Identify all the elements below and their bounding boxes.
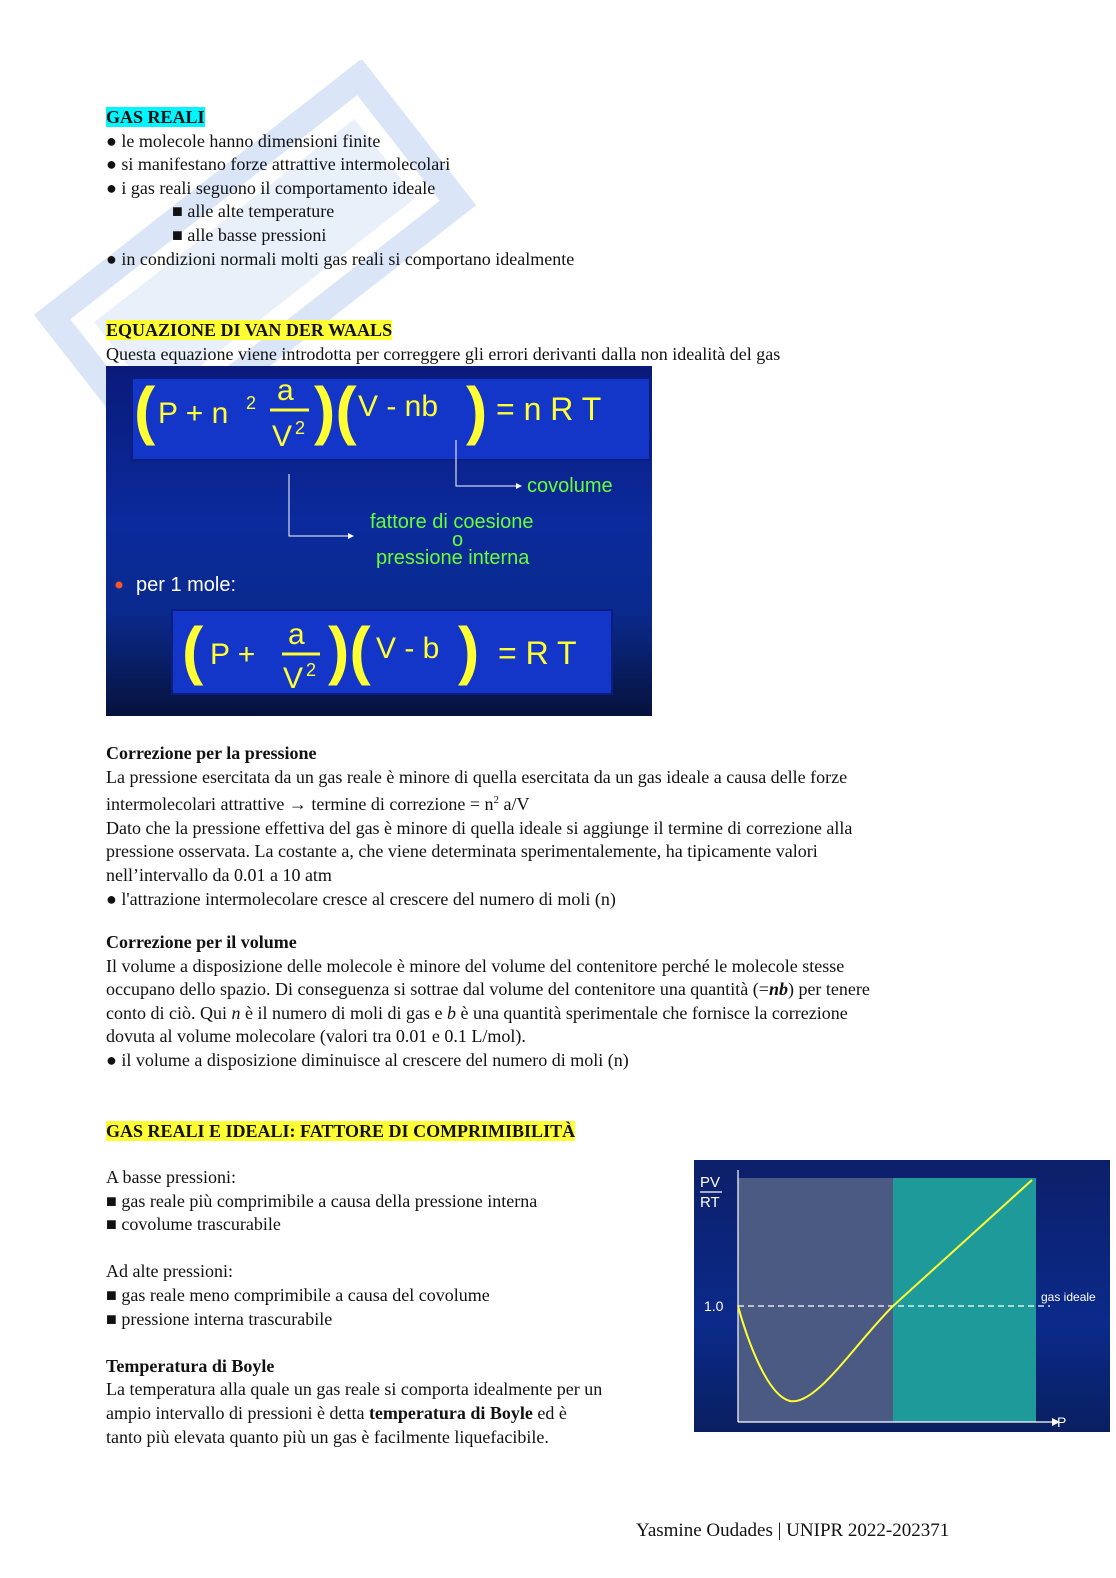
paragraph-line: La temperatura alla quale un gas reale si comporta idealmente per un [106, 1379, 603, 1400]
section-title-compressibility: GAS REALI E IDEALI: FATTORE DI COMPRIMIBILITÀ [106, 1121, 576, 1141]
page-footer: Yasmine Oudades | UNIPR 2022-202371 [636, 1520, 950, 1541]
bullet-item: ● l'attrazione intermolecolare cresce al crescere del numero di moli (n) [106, 888, 616, 909]
paragraph-line: Dato che la pressione effettiva del gas è minore di quella ideale si aggiunge il termine di correzione alla [106, 817, 853, 838]
intro-text: Questa equazione viene introdotta per correggere gli errori derivanti dalla non idealità del gas [106, 343, 781, 364]
paragraph-line: occupano dello spazio. Di conseguenza si sottrae dal volume del contenitore una quantità (=nb) per tenere [106, 979, 870, 1000]
svg-text:a: a [277, 374, 294, 407]
high-pressure-heading: Ad alte pressioni: [106, 1261, 233, 1282]
section-gas-reali [106, 106, 986, 271]
slide-labels [370, 475, 613, 569]
x-axis-label: P [1057, 1414, 1067, 1430]
covolume-label: covolume [527, 475, 613, 497]
svg-text:P + n: P + n [158, 397, 229, 430]
section-compressibility [106, 1120, 986, 1144]
list-item: ■ gas reale più comprimibile a causa della pressione interna [106, 1190, 538, 1211]
svg-text:(: ( [134, 374, 156, 446]
bullet-item: ● il volume a disposizione diminuisce al crescere del numero di moli (n) [106, 1049, 629, 1070]
equation-slide-svg [106, 366, 652, 716]
svg-text:)(: )( [314, 374, 357, 446]
low-pressure-region [738, 1178, 893, 1422]
boyle-heading: Temperatura di Boyle [106, 1355, 275, 1376]
section-van-der-waals [106, 319, 986, 366]
svg-text:P +: P + [210, 638, 256, 671]
paragraph-line: tanto più elevata quanto più un gas è facilmente liquefacibile. [106, 1426, 549, 1447]
svg-text:V: V [272, 420, 293, 453]
section-title-gas-reali: GAS REALI [106, 107, 205, 127]
cohesion-label-3: pressione interna [376, 547, 530, 569]
svg-text:V - b: V - b [376, 632, 440, 665]
svg-text:V - nb: V - nb [358, 390, 439, 423]
y-tick-label: 1.0 [704, 1298, 724, 1314]
paragraph-line: dovuta al volume molecolare (valori tra 0.01 e 0.1 L/mol). [106, 1026, 526, 1047]
cohesion-label-2: o [452, 529, 464, 551]
list-item: ■ covolume trascurabile [106, 1214, 281, 1235]
compressibility-graph-image [694, 1160, 1110, 1432]
paragraph-line: ampio intervallo di pressioni è detta temperatura di Boyle ed è [106, 1402, 567, 1423]
bullet-item: ● si manifestano forze attrattive intermolecolari [106, 154, 451, 175]
cohesion-label-1: fattore di coesione [370, 511, 534, 533]
volume-correction [106, 931, 986, 1073]
svg-text:)(: )( [328, 614, 371, 686]
compressibility-graph-svg [694, 1160, 1110, 1432]
ideal-gas-label: gas ideale [1041, 1290, 1096, 1304]
svg-text:(: ( [182, 614, 204, 686]
svg-text:): ) [458, 614, 480, 686]
svg-text:V: V [283, 662, 304, 695]
pressure-heading: Correzione per la pressione [106, 743, 317, 763]
van-der-waals-slide-image [106, 366, 652, 716]
list-item: ■ pressione interna trascurabile [106, 1308, 333, 1329]
bullet-item: ● in condizioni normali molti gas reali si comportano idealmente [106, 248, 575, 269]
svg-text:a: a [288, 618, 305, 651]
per-mole-label: per 1 mole: [136, 574, 237, 596]
svg-text:2: 2 [295, 418, 306, 438]
svg-text:): ) [466, 374, 488, 446]
list-item: ■ gas reale meno comprimibile a causa del covolume [106, 1284, 490, 1305]
y-axis-numerator: PV [700, 1174, 721, 1191]
section-title-van-der-waals: EQUAZIONE DI VAN DER WAALS [106, 320, 393, 340]
paragraph-line: pressione osservata. La costante a, che viene determinata sperimentalemente, ha tipicamente valori [106, 841, 818, 862]
svg-text:= R T: = R T [498, 635, 577, 671]
svg-text:= n R T: = n R T [496, 391, 602, 427]
bullet-item: ● i gas reali seguono il comportamento ideale [106, 177, 436, 198]
svg-text:2: 2 [246, 393, 257, 413]
paragraph-line: intermolecolari attrattive → termine di correzione = $n^2$ a/V [106, 794, 530, 815]
bullet-item: ● le molecole hanno dimensioni finite [106, 130, 381, 151]
paragraph-line: La pressione esercitata da un gas reale è minore di quella esercitata da un gas ideale a causa delle forze [106, 766, 848, 787]
y-axis-denominator: RT [700, 1194, 720, 1211]
high-pressure-region [893, 1178, 1036, 1422]
compressibility-text [106, 1166, 686, 1449]
low-pressure-heading: A basse pressioni: [106, 1167, 236, 1187]
pressure-correction [106, 742, 986, 911]
paragraph-line: conto di ciò. Qui n è il numero di moli di gas e b è una quantità sperimentale che fornisce la correzione [106, 1002, 848, 1023]
sub-bullet-item: ■ alle basse pressioni [172, 224, 327, 245]
volume-heading: Correzione per il volume [106, 932, 297, 952]
svg-text:2: 2 [306, 660, 317, 680]
paragraph-line: Il volume a disposizione delle molecole è minore del volume del contenitore perché le molecole stesse [106, 955, 845, 976]
sub-bullet-item: ■ alle alte temperature [172, 201, 335, 222]
paragraph-line: nell’intervallo da 0.01 a 10 atm [106, 864, 332, 885]
slide-bullet-icon [116, 582, 123, 589]
